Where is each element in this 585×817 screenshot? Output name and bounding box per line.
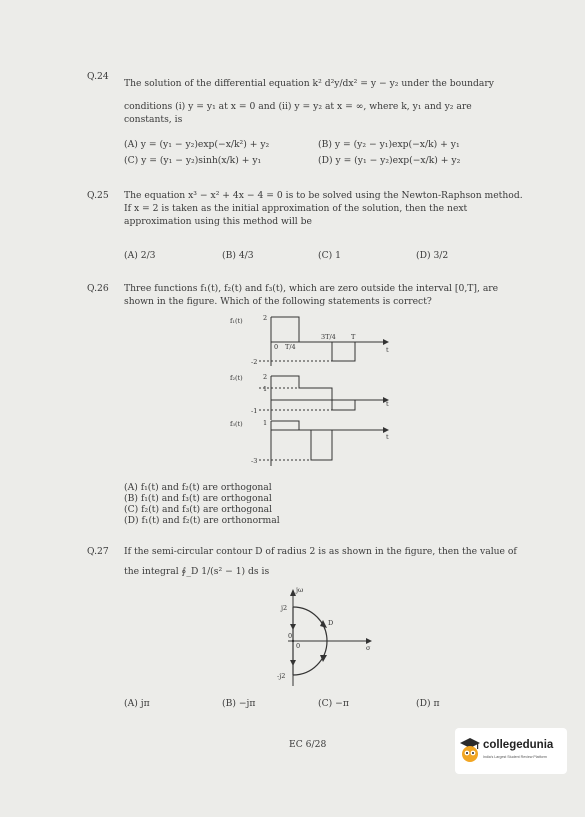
q24-number: Q.24 <box>87 71 109 82</box>
q25-option-d: (D) 3/2 <box>416 250 449 261</box>
logo-name: collegedunia <box>483 739 554 751</box>
f1-tick-T: T <box>351 333 356 341</box>
q25-option-a: (A) 2/3 <box>124 250 156 261</box>
graduate-owl-icon <box>459 737 481 763</box>
page-footer: EC 6/28 <box>289 739 327 750</box>
q25-option-b: (B) 4/3 <box>222 250 254 261</box>
q26-line1: Three functions f₁(t), f₂(t) and f₃(t), which are zero outside the interval [0,T], are <box>124 283 499 294</box>
q24-option-a: (A) y = (y₁ − y₂)exp(−x/k²) + y₂ <box>124 139 270 150</box>
f3-label: f₃(t) <box>230 420 243 428</box>
q24-line3: constants, is <box>124 114 183 125</box>
f1-tick-minus2: -2 <box>251 358 258 366</box>
q27-option-c: (C) −π <box>318 698 349 709</box>
jw-axis-label: jω <box>296 586 304 594</box>
minus-j2-tick: -j2 <box>277 672 286 680</box>
contour-d-label: D <box>328 619 334 627</box>
q24-option-d: (D) y = (y₁ − y₂)exp(−x/k) + y₂ <box>318 155 461 166</box>
q24-option-c: (C) y = (y₁ − y₂)sinh(x/k) + y₁ <box>124 155 262 166</box>
q27-option-b: (B) −jπ <box>222 698 256 709</box>
q27-contour-figure <box>268 582 378 692</box>
q26-option-c: (C) f₂(t) and f₃(t) are orthogonal <box>124 504 273 515</box>
q27-option-a: (A) jπ <box>124 698 150 709</box>
f3-tick-1: 1 <box>263 419 268 427</box>
f1-tick-t4: T/4 <box>285 343 296 351</box>
origin-label-2: 0 <box>296 642 301 650</box>
f3-tick-minus3: -3 <box>251 457 258 465</box>
q25-option-c: (C) 1 <box>318 250 341 261</box>
j2-tick: j2 <box>281 604 288 612</box>
f1-tick-2: 2 <box>263 314 268 322</box>
f1-tick-3t4: 3T/4 <box>321 333 336 341</box>
q27-line1: If the semi-circular contour D of radius 2 is as shown in the figure, then the value of <box>124 546 517 557</box>
f2-tick-minus1: -1 <box>251 407 258 415</box>
q27-option-d: (D) π <box>416 698 440 709</box>
f1-t-label: t <box>386 346 389 354</box>
logo-tagline: India's Largest Student Review Platform <box>483 755 547 759</box>
f1-tick-0: 0 <box>274 343 279 351</box>
q26-line2: shown in the figure. Which of the following statements is correct? <box>124 296 432 307</box>
q25-line1: The equation x³ − x² + 4x − 4 = 0 is to be solved using the Newton-Raphson method. <box>124 190 523 201</box>
q26-number: Q.26 <box>87 283 109 294</box>
f2-label: f₂(t) <box>230 374 243 382</box>
q25-line2: If x = 2 is taken as the initial approximation of the solution, then the next <box>124 203 468 214</box>
origin-label: 0 <box>288 632 293 640</box>
f2-tick-2: 2 <box>263 373 268 381</box>
q24-option-b: (B) y = (y₂ − y₁)exp(−x/k) + y₁ <box>318 139 460 150</box>
q25-number: Q.25 <box>87 190 109 201</box>
q26-option-d: (D) f₁(t) and f₂(t) are orthonormal <box>124 515 280 526</box>
f2-t-label: t <box>386 400 389 408</box>
q27-number: Q.27 <box>87 546 109 557</box>
q24-line1: The solution of the differential equation k² d²y/dx² = y − y₂ under the boundary <box>124 78 494 89</box>
q24-line2: conditions (i) y = y₁ at x = 0 and (ii) y = y₂ at x = ∞, where k, y₁ and y₂ are <box>124 101 472 112</box>
q25-line3: approximation using this method will be <box>124 216 312 227</box>
collegedunia-logo <box>455 728 567 774</box>
q27-line2: the integral ∮_D 1/(s² − 1) ds is <box>124 566 270 577</box>
q26-figure <box>225 308 405 473</box>
q26-option-a: (A) f₁(t) and f₂(t) are orthogonal <box>124 482 272 493</box>
q26-option-b: (B) f₁(t) and f₃(t) are orthogonal <box>124 493 272 504</box>
sigma-axis-label: σ <box>366 644 371 652</box>
f3-t-label: t <box>386 433 389 441</box>
f2-tick-1: 1 <box>263 385 268 393</box>
f1-label: f₁(t) <box>230 317 243 325</box>
